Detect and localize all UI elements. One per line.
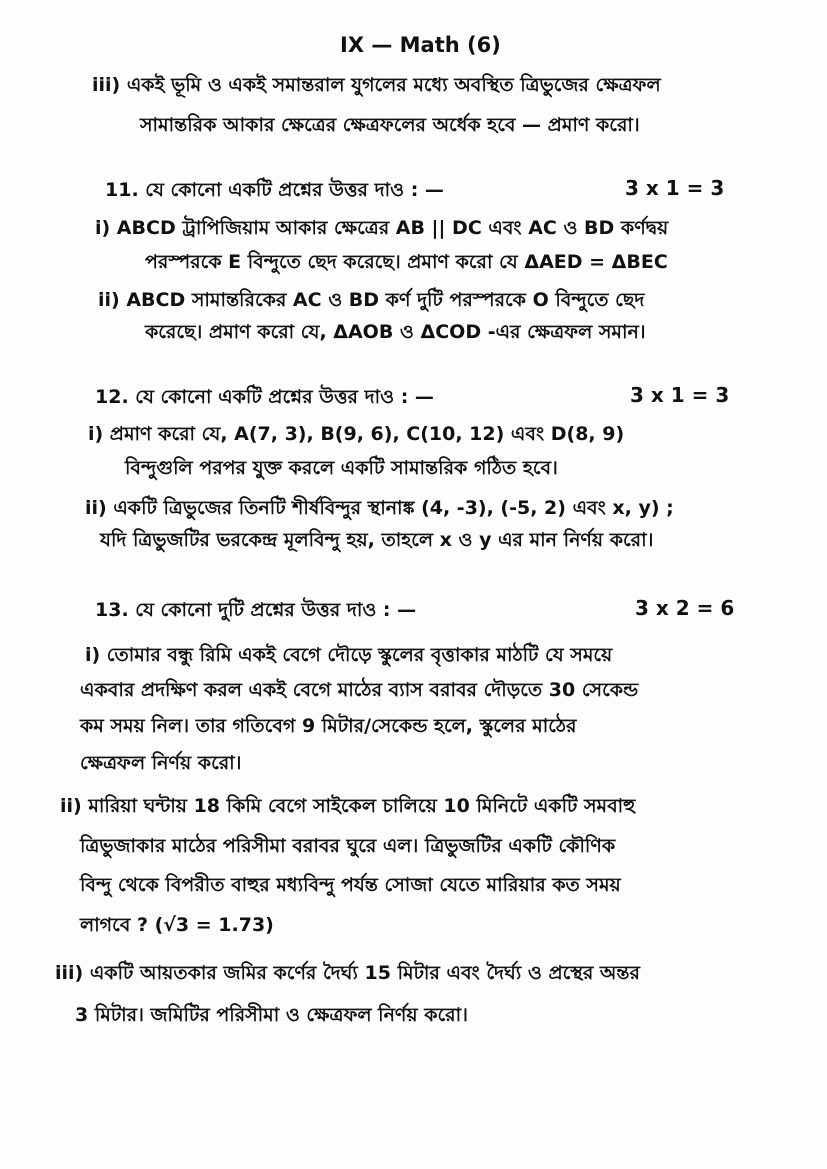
question-text-line: iii) একটি আয়তকার জমির কর্ণের দৈর্ঘ্য 15 মিটার এবং দৈর্ঘ্য ও প্রস্থের অন্তর (55, 962, 640, 984)
question-text-line: iii) একই ভূমি ও একই সমান্তরাল যুগলের মধ্যে অবস্থিত ত্রিভুজের ক্ষেত্রফল (92, 74, 661, 96)
question-13-marks: 3 x 2 = 6 (635, 596, 735, 620)
question-text-line: করেছে। প্রমাণ করো যে, ΔAOB ও ΔCOD -এর ক্ষেত্রফল সমান। (145, 321, 646, 343)
question-13-heading: 13. যে কোনো দুটি প্রশ্নের উত্তর দাও : — (95, 599, 417, 621)
question-text-line: i) তোমার বন্ধু রিমি একই বেগে দৌড়ে স্কুলের বৃত্তাকার মাঠটি যে সময়ে (85, 644, 613, 666)
question-text-line: ত্রিভুজাকার মাঠের পরিসীমা বরাবর ঘুরে এল। ত্রিভুজটির একটি কৌণিক (80, 835, 616, 857)
question-text-line: i) ABCD ট্রাপিজিয়াম আকার ক্ষেত্রের AB || DC এবং AC ও BD কর্ণদ্বয় (95, 217, 669, 239)
question-text-line: লাগবে ? (√3 = 1.73) (80, 914, 274, 936)
question-12-heading: 12. যে কোনো একটি প্রশ্নের উত্তর দাও : — (95, 386, 434, 408)
question-text-line: i) প্রমাণ করো যে, A(7, 3), B(9, 6), C(10, 12) এবং D(8, 9) (88, 423, 625, 445)
question-text-line: বিন্দু থেকে বিপরীত বাহুর মধ্যবিন্দু পর্যন্ত সোজা যেতে মারিয়ার কত সময় (80, 874, 621, 896)
question-text-line: পরস্পরকে E বিন্দুতে ছেদ করেছে। প্রমাণ করো যে ΔAED = ΔBEC (145, 251, 668, 273)
question-text-line: ii) মারিয়া ঘন্টায় 18 কিমি বেগে সাইকেল চালিয়ে 10 মিনিটে একটি সমবাহু (60, 795, 636, 817)
question-text-line: একবার প্রদক্ষিণ করল একই বেগে মাঠের ব্যাস বরাবর দৌড়তে 30 সেকেন্ড (80, 679, 639, 701)
question-11-marks: 3 x 1 = 3 (625, 176, 725, 200)
question-11-heading: 11. যে কোনো একটি প্রশ্নের উত্তর দাও : — (105, 179, 444, 201)
question-12-marks: 3 x 1 = 3 (630, 383, 730, 407)
page-header: IX — Math (6) (340, 33, 501, 57)
question-text-line: 3 মিটার। জমিটির পরিসীমা ও ক্ষেত্রফল নির্ণয় করো। (75, 1004, 468, 1026)
question-text-line: ii) একটি ত্রিভুজের তিনটি শীর্ষবিন্দুর স্থানাঙ্ক (4, -3), (-5, 2) এবং x, y) ; (85, 497, 674, 519)
question-text-line: যদি ত্রিভুজটির ভরকেন্দ্র মূলবিন্দু হয়, তাহলে x ও y এর মান নির্ণয় করো। (100, 529, 654, 551)
question-text-line: সামান্তরিক আকার ক্ষেত্রের ক্ষেত্রফলের অর্ধেক হবে — প্রমাণ করো। (140, 114, 640, 136)
question-text-line: কম সময় নিল। তার গতিবেগ 9 মিটার/সেকেন্ড হলে, স্কুলের মাঠের (80, 715, 577, 737)
question-text-line: ক্ষেত্রফল নির্ণয় করো। (80, 752, 242, 774)
question-text-line: বিন্দুগুলি পরপর যুক্ত করলে একটি সামান্তরিক গঠিত হবে। (125, 457, 558, 479)
question-text-line: ii) ABCD সামান্তরিকের AC ও BD কর্ণ দুটি পরস্পরকে O বিন্দুতে ছেদ (98, 289, 645, 311)
